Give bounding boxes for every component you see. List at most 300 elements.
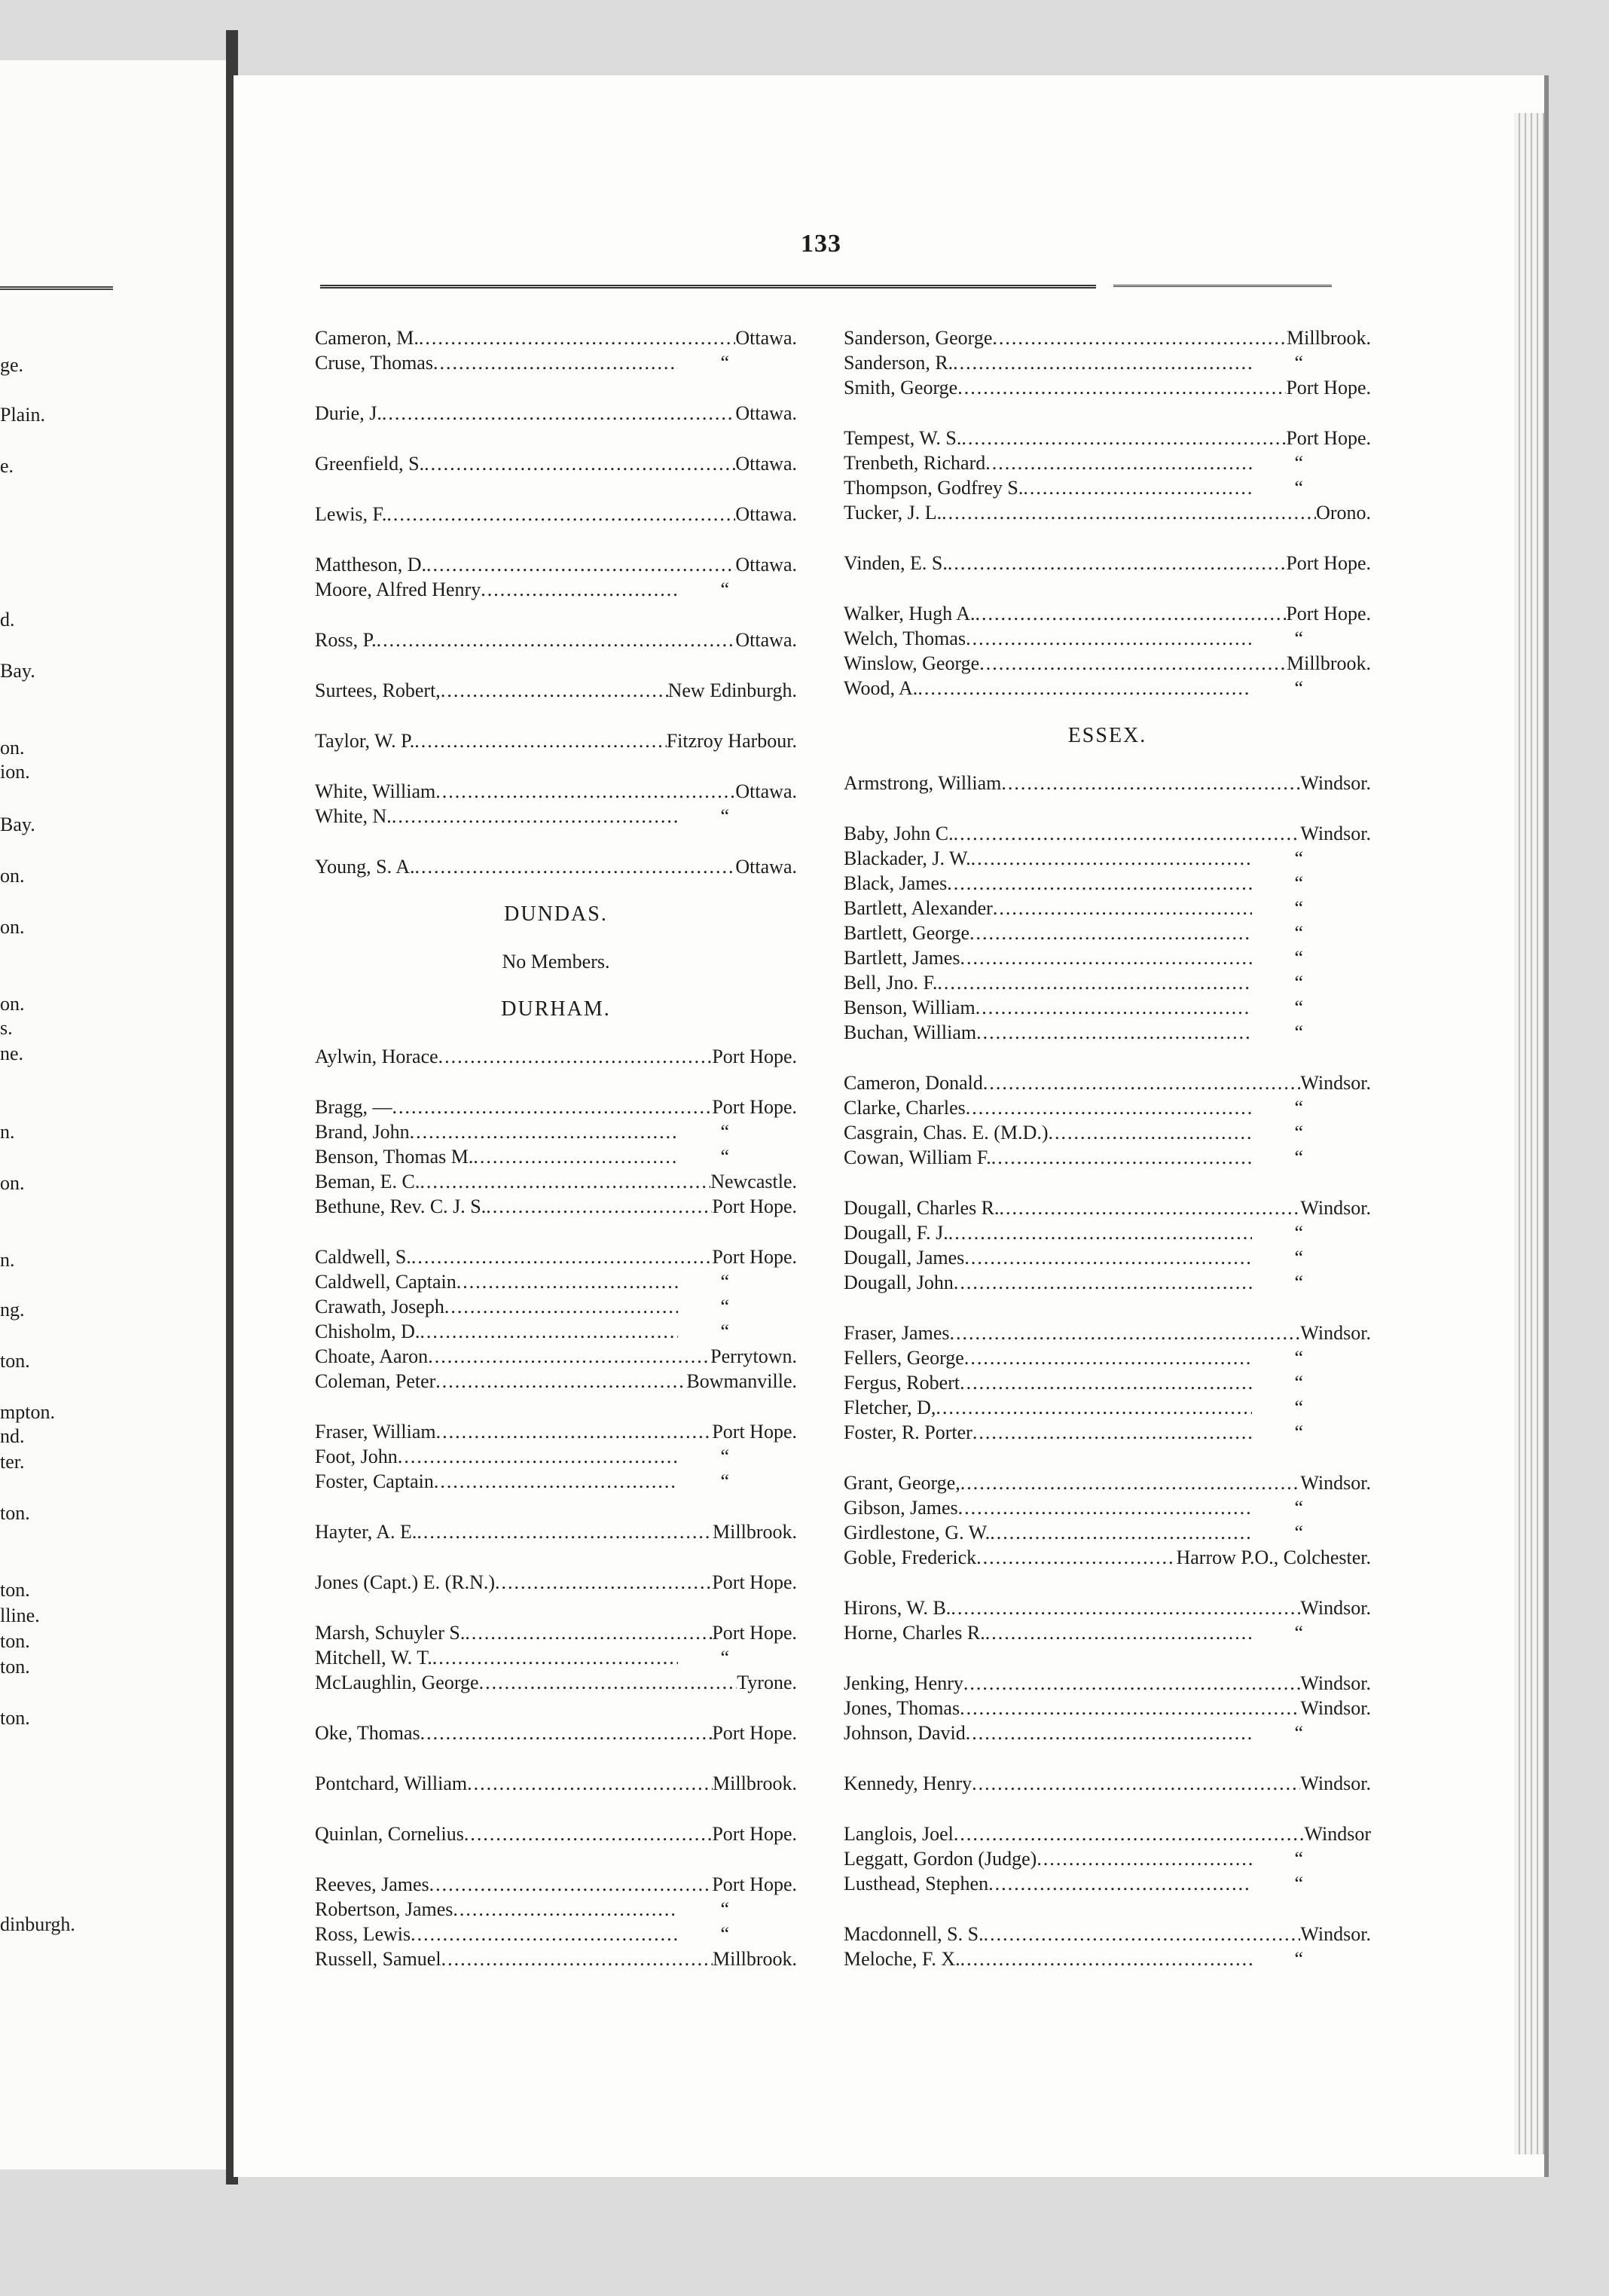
member-entry	[315, 1095, 797, 1119]
member-name: Bartlett, Alexander	[844, 897, 993, 919]
member-name: Moore, Alfred Henry	[315, 579, 481, 600]
member-entry	[844, 1195, 1371, 1220]
member-name: Sanderson, R.	[844, 352, 954, 374]
member-entry	[315, 1670, 797, 1695]
member-name: Horne, Charles R.	[844, 1622, 985, 1644]
member-name: Baby, John C.	[844, 823, 954, 844]
member-place: Windsor.	[1300, 1672, 1371, 1694]
entry-gap	[315, 1544, 797, 1570]
leader-dots	[420, 1169, 710, 1194]
entry-gap	[315, 375, 797, 401]
entry-gap	[315, 652, 797, 678]
ditto-mark: “	[720, 352, 729, 374]
leader-dots	[1049, 1120, 1253, 1145]
leader-dots	[453, 1897, 678, 1922]
member-entry	[315, 1244, 797, 1269]
member-name: Macdonnell, S. S.	[844, 1923, 984, 1945]
member-name: Foster, Captain	[315, 1470, 434, 1492]
member-name: Dougall, Charles R.	[844, 1197, 1000, 1219]
member-name: Fraser, William	[315, 1421, 436, 1443]
leader-dots	[435, 1369, 686, 1394]
member-entry	[315, 1169, 797, 1194]
leader-dots	[953, 350, 1252, 375]
member-place: Port Hope.	[712, 1571, 797, 1593]
ditto-mark: “	[1294, 1247, 1303, 1269]
member-name: Goble, Frederick	[844, 1546, 977, 1568]
ditto-mark: “	[720, 805, 729, 827]
member-name: Benson, Thomas M.	[315, 1146, 474, 1168]
leader-dots	[1037, 1846, 1252, 1871]
member-place: Windsor.	[1300, 823, 1371, 844]
leader-dots	[441, 678, 668, 703]
member-entry	[844, 1370, 1371, 1395]
member-name: Hayter, A. E.	[315, 1521, 417, 1543]
entry-gap	[315, 476, 797, 502]
fragment-text: ton.	[0, 1579, 30, 1601]
member-entry	[315, 1144, 797, 1169]
member-entry	[844, 1070, 1371, 1095]
ditto-mark: “	[1294, 1722, 1303, 1744]
fragment-text: nd.	[0, 1425, 25, 1447]
member-entry	[844, 1595, 1371, 1620]
member-entry	[315, 1469, 797, 1494]
member-name: Jenking, Henry	[844, 1672, 963, 1694]
member-entry	[844, 551, 1371, 576]
entry-gap	[844, 1295, 1371, 1321]
fragment-text: on.	[0, 865, 25, 887]
member-entry	[315, 552, 797, 577]
member-name: Walker, Hugh A.	[844, 603, 975, 624]
leader-dots	[942, 500, 1316, 525]
leader-dots	[966, 1720, 1253, 1745]
member-entry	[844, 995, 1371, 1020]
ditto-mark: “	[720, 1446, 729, 1467]
member-place: Bowmanville.	[686, 1370, 797, 1392]
leader-dots	[972, 1420, 1253, 1445]
member-place: Millbrook.	[713, 1521, 797, 1543]
member-entry	[315, 350, 797, 375]
member-entry	[844, 1696, 1371, 1720]
leader-dots	[473, 1144, 678, 1169]
fragment-text: on.	[0, 737, 25, 759]
leader-dots	[410, 1119, 679, 1144]
member-place: Windsor.	[1300, 1472, 1371, 1494]
member-name: Beman, E. C.	[315, 1171, 420, 1192]
entry-gap	[844, 400, 1371, 426]
member-name: Casgrain, Chas. E. (M.D.)	[844, 1122, 1049, 1143]
entry-gap	[315, 426, 797, 451]
fragment-text: ge.	[0, 354, 24, 376]
leader-dots	[398, 1444, 679, 1469]
member-place: Ottawa.	[735, 327, 797, 349]
member-name: Sanderson, George	[844, 327, 993, 349]
member-name: Oke, Thomas	[315, 1722, 420, 1744]
ditto-mark: “	[720, 1121, 729, 1143]
member-place: Port Hope.	[1286, 552, 1371, 574]
leader-dots	[382, 401, 736, 426]
ditto-mark: “	[1294, 972, 1303, 994]
member-entry	[844, 896, 1371, 921]
entry-gap	[315, 1595, 797, 1620]
member-entry	[844, 921, 1371, 945]
ditto-mark: “	[1294, 677, 1303, 699]
member-entry	[844, 1946, 1371, 1971]
member-entry	[844, 871, 1371, 896]
member-entry	[844, 1345, 1371, 1370]
member-name: Brand, John	[315, 1121, 410, 1143]
member-name: Winslow, George	[844, 652, 980, 674]
leader-dots	[951, 1595, 1300, 1620]
member-entry	[844, 1846, 1371, 1871]
leader-dots	[428, 1344, 710, 1369]
leader-dots	[966, 1095, 1253, 1120]
entry-gap	[315, 527, 797, 552]
ditto-mark: “	[1294, 847, 1303, 869]
county-heading: DUNDAS.	[504, 902, 608, 926]
member-entry	[315, 1519, 797, 1544]
leader-dots	[392, 1095, 713, 1119]
entry-gap	[844, 1045, 1371, 1070]
leader-dots	[964, 1345, 1253, 1370]
member-name: Johnson, David	[844, 1722, 966, 1744]
leader-dots	[417, 1519, 713, 1544]
member-name: Fraser, James	[844, 1322, 950, 1344]
entry-gap	[844, 1570, 1371, 1595]
member-entry	[844, 325, 1371, 350]
ditto-mark: “	[1294, 872, 1303, 894]
leader-dots	[960, 1370, 1252, 1395]
member-entry	[844, 350, 1371, 375]
fragment-text: d.	[0, 609, 15, 630]
member-entry	[315, 1119, 797, 1144]
member-name: Fellers, George	[844, 1347, 964, 1369]
county-heading: ESSEX.	[1067, 724, 1147, 747]
member-place: Ottawa.	[735, 629, 797, 651]
leader-dots	[985, 1620, 1253, 1645]
leader-dots	[433, 350, 679, 375]
member-entry	[844, 1771, 1371, 1796]
member-name: Fergus, Robert	[844, 1372, 960, 1394]
member-place: Millbrook.	[713, 1948, 797, 1970]
member-entry	[844, 1270, 1371, 1295]
member-name: Lewis, F.	[315, 503, 387, 525]
member-entry	[844, 1095, 1371, 1120]
member-entry	[315, 1344, 797, 1369]
leader-dots	[419, 325, 735, 350]
member-entry	[315, 728, 797, 753]
fragment-text: on.	[0, 916, 25, 938]
member-place: New Edinburgh.	[667, 679, 797, 701]
leader-dots	[434, 1469, 679, 1494]
fragment-text: ter.	[0, 1451, 25, 1473]
member-place: Port Hope.	[1286, 377, 1371, 398]
fragment-text: ton.	[0, 1630, 30, 1652]
member-name: Tucker, J. L.	[844, 502, 942, 524]
member-place: Millbrook.	[1287, 652, 1371, 674]
member-name: Ross, Lewis	[315, 1923, 411, 1945]
leader-dots	[971, 846, 1253, 871]
ditto-mark: “	[720, 1898, 729, 1920]
leader-dots	[426, 552, 735, 577]
previous-page	[0, 60, 229, 2169]
fragment-text: on.	[0, 1172, 25, 1194]
member-place: Port Hope.	[712, 1046, 797, 1067]
member-place: Tyrone.	[737, 1672, 797, 1693]
entry-gap	[315, 1796, 797, 1821]
member-place: Ottawa.	[735, 856, 797, 878]
leader-dots	[954, 1821, 1305, 1846]
member-place: Windsor.	[1300, 1597, 1371, 1619]
member-name: Kennedy, Henry	[844, 1772, 972, 1794]
member-place: Port Hope.	[1286, 603, 1371, 624]
member-name: Russell, Samuel	[315, 1948, 441, 1970]
leader-dots	[991, 1145, 1253, 1170]
ditto-mark: “	[1294, 1522, 1303, 1543]
leader-dots	[465, 1620, 712, 1645]
ditto-mark: “	[1294, 1622, 1303, 1644]
ditto-mark: “	[720, 1146, 729, 1168]
leader-dots	[992, 325, 1287, 350]
member-name: Grant, George,	[844, 1472, 960, 1494]
ditto-mark: “	[1294, 1347, 1303, 1369]
member-name: Cowan, William F.	[844, 1146, 991, 1168]
entry-gap	[844, 1896, 1371, 1922]
member-entry	[844, 1620, 1371, 1645]
member-place: Port Hope.	[712, 1622, 797, 1644]
member-name: Blackader, J. W.	[844, 847, 971, 869]
entry-gap	[844, 1745, 1371, 1771]
member-entry	[315, 1044, 797, 1069]
leader-dots	[949, 1321, 1300, 1345]
member-name: Girdlestone, G. W.	[844, 1522, 991, 1543]
member-name: Young, S. A.	[315, 856, 415, 878]
member-name: Tempest, W. S.	[844, 427, 962, 449]
member-place: Harrow P.O., Colchester.	[1176, 1546, 1371, 1568]
leader-dots	[957, 375, 1286, 400]
leader-dots	[486, 1194, 712, 1219]
ditto-mark: “	[1294, 997, 1303, 1018]
member-entry	[844, 945, 1371, 970]
entry-gap	[315, 829, 797, 854]
member-name: Lusthead, Stephen	[844, 1873, 989, 1895]
ditto-mark: “	[1294, 1497, 1303, 1519]
leader-dots	[411, 1922, 678, 1946]
member-place: Windsor.	[1300, 1072, 1371, 1094]
member-entry	[315, 678, 797, 703]
member-name: Aylwin, Horace	[315, 1046, 438, 1067]
leader-dots	[1023, 475, 1252, 500]
member-entry	[315, 451, 797, 476]
entry-gap	[844, 1170, 1371, 1195]
leader-dots	[972, 1771, 1300, 1796]
ditto-mark: “	[1294, 1873, 1303, 1895]
fragment-text: ton.	[0, 1350, 30, 1372]
member-entry	[844, 626, 1371, 651]
leader-dots	[985, 450, 1252, 475]
leader-dots	[976, 1020, 1252, 1045]
leader-dots	[963, 1671, 1301, 1696]
member-name: Marsh, Schuyler S.	[315, 1622, 466, 1644]
leader-dots	[969, 921, 1252, 945]
leader-dots	[958, 1495, 1253, 1520]
member-entry	[315, 627, 797, 652]
member-name: Robertson, James	[315, 1898, 453, 1920]
member-place: Ottawa.	[735, 554, 797, 576]
leader-dots	[436, 1419, 713, 1444]
member-name: Mattheson, D.	[315, 554, 427, 576]
member-entry	[844, 1420, 1371, 1445]
fragment-text: s.	[0, 1017, 13, 1039]
ditto-mark: “	[720, 1321, 729, 1342]
ditto-mark: “	[720, 1271, 729, 1293]
member-entry	[844, 1720, 1371, 1745]
member-name: Dougall, John	[844, 1272, 954, 1293]
leader-dots	[411, 1244, 712, 1269]
county-note: No Members.	[502, 951, 610, 972]
member-name: Cameron, M.	[315, 327, 419, 349]
member-place: Port Hope.	[712, 1246, 797, 1268]
member-entry	[315, 1821, 797, 1846]
member-name: Black, James	[844, 872, 948, 894]
entry-gap	[844, 1445, 1371, 1470]
member-name: Gibson, James	[844, 1497, 958, 1519]
entry-gap	[844, 795, 1371, 821]
ditto-mark: “	[1294, 1222, 1303, 1244]
member-entry	[315, 1269, 797, 1294]
leader-dots	[432, 1645, 679, 1670]
fragment-text: on.	[0, 993, 25, 1015]
leader-dots	[964, 1245, 1252, 1270]
leader-dots	[479, 1670, 737, 1695]
member-entry	[844, 1671, 1371, 1696]
leader-dots	[960, 1696, 1300, 1720]
member-name: Crawath, Joseph	[315, 1296, 444, 1317]
fragment-text: n.	[0, 1121, 15, 1143]
member-entry	[844, 1120, 1371, 1145]
member-place: Millbrook.	[713, 1772, 797, 1794]
member-entry	[844, 1395, 1371, 1420]
entry-gap	[844, 525, 1371, 551]
previous-page-rule	[0, 286, 113, 290]
leader-dots	[429, 1872, 713, 1897]
member-name: Welch, Thomas	[844, 627, 966, 649]
ditto-mark: “	[1294, 1146, 1303, 1168]
member-entry	[844, 426, 1371, 450]
ditto-mark: “	[1294, 947, 1303, 969]
leader-dots	[990, 1520, 1252, 1545]
leader-dots	[975, 995, 1253, 1020]
ditto-mark: “	[1294, 1097, 1303, 1119]
entry-gap	[315, 602, 797, 627]
fragment-text: ton.	[0, 1707, 30, 1729]
member-name: Cameron, Donald	[844, 1072, 983, 1094]
member-name: Bethune, Rev. C. J. S.	[315, 1195, 487, 1217]
member-place: Port Hope.	[712, 1421, 797, 1443]
leader-dots	[984, 1922, 1301, 1946]
left-column	[315, 325, 797, 1971]
fragment-text: Bay.	[0, 814, 35, 835]
member-place: Port Hope.	[712, 1722, 797, 1744]
member-entry	[315, 1922, 797, 1946]
member-place: Windsor.	[1300, 1197, 1371, 1219]
fragment-text: n.	[0, 1249, 15, 1271]
member-entry	[844, 1495, 1371, 1520]
member-place: Ottawa.	[735, 780, 797, 802]
member-name: Hirons, W. B.	[844, 1597, 951, 1619]
fragment-text: ion.	[0, 761, 30, 783]
entry-gap	[315, 1745, 797, 1771]
member-entry	[844, 375, 1371, 400]
member-name: Coleman, Peter	[315, 1370, 436, 1392]
entry-gap	[315, 1394, 797, 1419]
member-entry	[315, 804, 797, 829]
fragment-text: Plain.	[0, 404, 45, 426]
member-entry	[315, 1294, 797, 1319]
member-name: Caldwell, Captain	[315, 1271, 456, 1293]
fragment-text: mpton.	[0, 1401, 55, 1423]
entry-gap	[315, 703, 797, 728]
member-entry	[844, 1520, 1371, 1545]
member-name: Bragg, —	[315, 1096, 392, 1118]
leader-dots	[1000, 1195, 1301, 1220]
ditto-mark: “	[1294, 627, 1303, 649]
member-entry	[844, 676, 1371, 701]
member-entry	[844, 846, 1371, 871]
leader-dots	[960, 1470, 1301, 1495]
leader-dots	[983, 1070, 1301, 1095]
member-name: Clarke, Charles	[844, 1097, 966, 1119]
ditto-mark: “	[1294, 1272, 1303, 1293]
leader-dots	[481, 577, 678, 602]
member-name: Meloche, F. X.	[844, 1948, 960, 1970]
leader-dots	[961, 426, 1286, 450]
ditto-mark: “	[720, 1647, 729, 1669]
member-name: Taylor, W. P.	[315, 730, 415, 752]
leader-dots	[392, 804, 679, 829]
leader-dots	[424, 451, 735, 476]
member-entry	[844, 1470, 1371, 1495]
member-name: Trenbeth, Richard	[844, 452, 986, 474]
member-place: Ottawa.	[735, 503, 797, 525]
member-name: Greenfield, S.	[315, 453, 425, 475]
member-name: Choate, Aaron	[315, 1345, 429, 1367]
leader-dots	[947, 871, 1252, 896]
fragment-text: ng.	[0, 1299, 25, 1321]
member-entry	[844, 1145, 1371, 1170]
member-name: McLaughlin, George	[315, 1672, 479, 1693]
member-name: Langlois, Joel	[844, 1823, 954, 1845]
fragment-text: Bay.	[0, 660, 35, 682]
member-entry	[315, 779, 797, 804]
ditto-mark: “	[720, 1923, 729, 1945]
member-entry	[315, 1319, 797, 1344]
member-name: Thompson, Godfrey S.	[844, 477, 1024, 499]
leader-dots	[414, 728, 666, 753]
member-entry	[844, 1020, 1371, 1045]
member-entry	[844, 1245, 1371, 1270]
member-name: Benson, William	[844, 997, 975, 1018]
member-place: Newcastle.	[710, 1171, 797, 1192]
member-name: Pontchard, William	[315, 1772, 468, 1794]
member-name: Smith, George	[844, 377, 958, 398]
member-entry	[315, 1872, 797, 1897]
member-entry	[844, 450, 1371, 475]
ditto-mark: “	[1294, 477, 1303, 499]
leader-dots	[420, 1319, 678, 1344]
member-entry	[315, 502, 797, 527]
member-place: Fitzroy Harbour.	[666, 730, 797, 752]
entry-gap	[315, 1695, 797, 1720]
